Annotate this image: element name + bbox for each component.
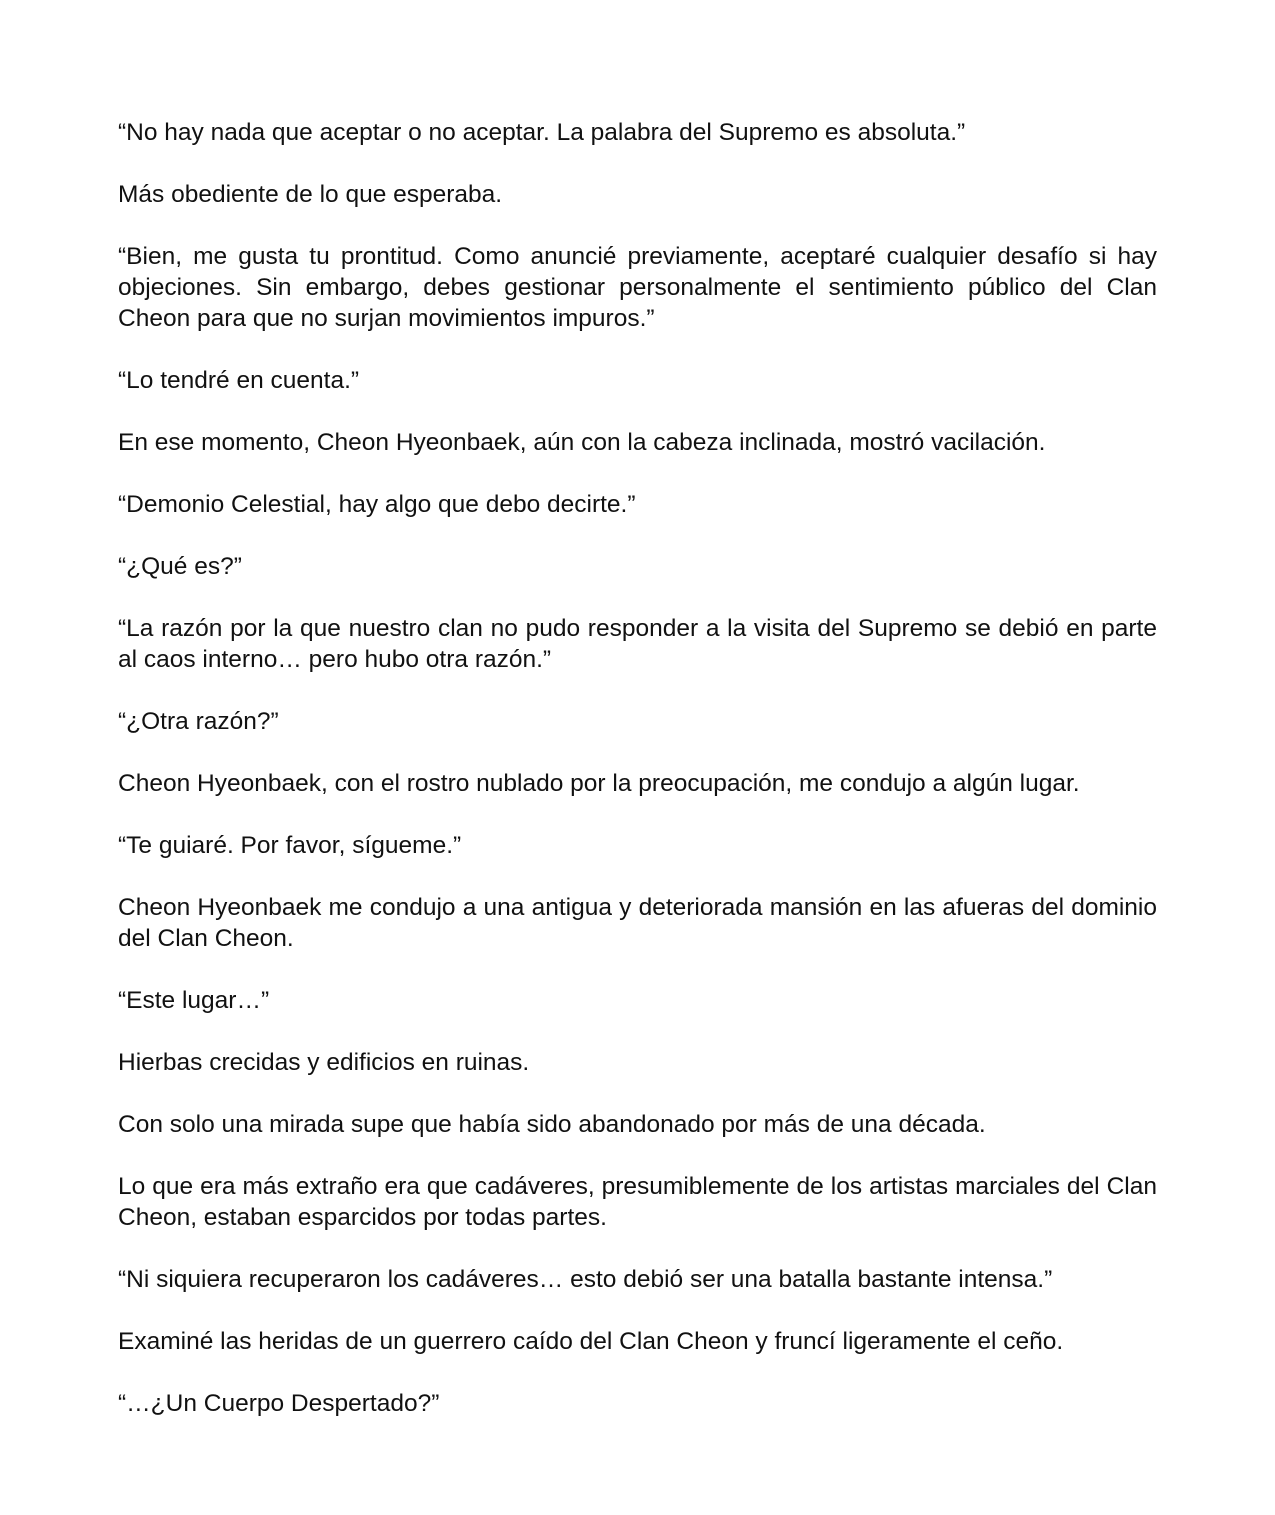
paragraph: “Este lugar…” <box>118 987 270 1014</box>
paragraph: “Te guiaré. Por favor, sígueme.” <box>118 832 462 859</box>
paragraph: Más obediente de lo que esperaba. <box>118 181 503 208</box>
paragraph: “¿Qué es?” <box>118 553 242 580</box>
paragraph: “Lo tendré en cuenta.” <box>118 367 360 394</box>
paragraph: En ese momento, Cheon Hyeonbaek, aún con la cabeza inclinada, mostró vacilación. <box>118 429 1046 456</box>
paragraph: “No hay nada que aceptar o no aceptar. La palabra del Supremo es absoluta.” <box>118 119 966 146</box>
paragraph: Cheon Hyeonbaek me condujo a una antigua y deteriorada mansión en las afueras del dominio del Clan Cheon. <box>118 894 1157 952</box>
paragraph: “…¿Un Cuerpo Despertado?” <box>118 1390 440 1417</box>
paragraph: Cheon Hyeonbaek, con el rostro nublado por la preocupación, me condujo a algún lugar. <box>118 770 1080 797</box>
paragraph: “Bien, me gusta tu prontitud. Como anuncié previamente, aceptaré cualquier desafío si hay objeciones. Sin embargo, debes gestionar personalmente el sentimiento público del Clan Cheon para que no surjan movimientos impuros.” <box>118 243 1157 332</box>
document-page <box>118 117 1157 1450</box>
paragraph: Con solo una mirada supe que había sido abandonado por más de una década. <box>118 1111 986 1138</box>
paragraph: “¿Otra razón?” <box>118 708 279 735</box>
paragraph: “Demonio Celestial, hay algo que debo decirte.” <box>118 491 636 518</box>
paragraph: Examiné las heridas de un guerrero caído del Clan Cheon y fruncí ligeramente el ceño. <box>118 1328 1064 1355</box>
paragraph: “La razón por la que nuestro clan no pudo responder a la visita del Supremo se debió en parte al caos interno… pero hubo otra razón.” <box>118 615 1157 673</box>
paragraph: Hierbas crecidas y edificios en ruinas. <box>118 1049 530 1076</box>
paragraph: “Ni siquiera recuperaron los cadáveres… esto debió ser una batalla bastante intensa.” <box>118 1266 1053 1293</box>
paragraph: Lo que era más extraño era que cadáveres, presumiblemente de los artistas marciales del Clan Cheon, estaban esparcidos por todas partes. <box>118 1173 1157 1231</box>
